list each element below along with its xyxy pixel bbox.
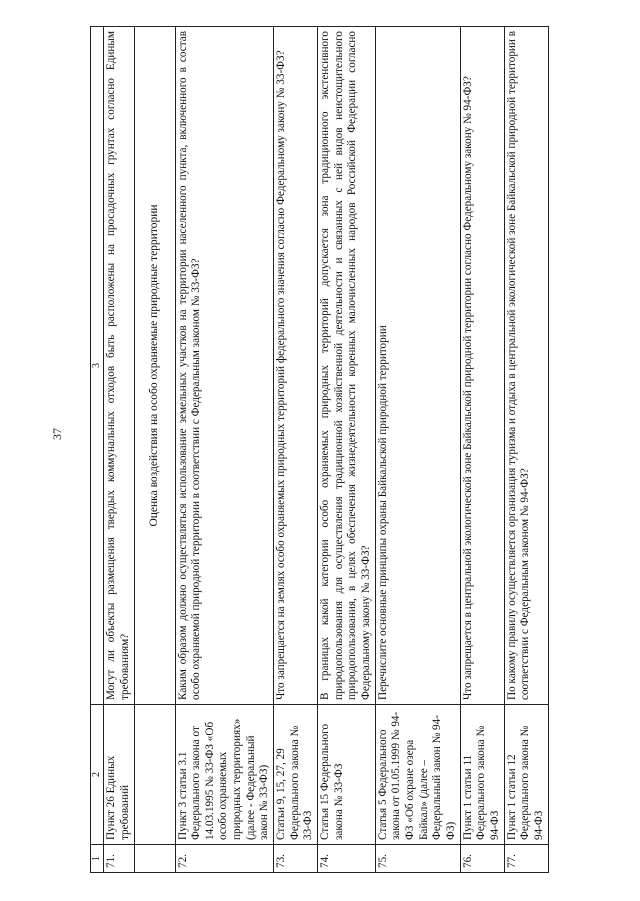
- header-col-2: 2: [91, 705, 104, 845]
- row-reference: Пункт 1 статьи 11 Федерального закона № 94-ФЗ: [460, 705, 504, 845]
- table-row: [504, 27, 548, 873]
- row-question: Что запрещается на землях особо охраняемых природных территорий федерального значения согласно Федеральному закону № 33-ФЗ?: [274, 27, 318, 705]
- row-reference: Статьи 9, 15, 27, 29 Федерального закона № 33-ФЗ: [274, 705, 318, 845]
- row-number: 72.: [175, 845, 274, 873]
- table-row: [175, 27, 274, 873]
- rotated-page-content: [90, 27, 610, 873]
- table-row: [274, 27, 318, 873]
- section-row: [134, 27, 175, 873]
- row-question: В границах какой категории особо охраняемых природных территорий допускается зона традиционного экстенсивного природопользования для осуществления традиционной хозяйственной деятельности и связанных с ней видов неистощительного природопользования, в целях обеспечения жизнедеятельности коренных малочисленных народов Российской Федерации согласно Федеральному закону № 33-ФЗ?: [318, 27, 376, 705]
- row-number: 74.: [318, 845, 376, 873]
- table-row: [375, 27, 460, 873]
- header-col-1: 1: [91, 845, 104, 873]
- row-question: По какому правилу осуществляется организация туризма и отдыха в центральной экологической зоне Байкальской природной территории в соответствии с Федеральным законом № 94-ФЗ?: [504, 27, 548, 705]
- section-empty-cell: [134, 705, 175, 845]
- row-question: Перечислите основные принципы охраны Байкальской природной территории: [375, 27, 460, 705]
- row-number: 75.: [375, 845, 460, 873]
- row-question: Что запрещается в центральной экологической зоне Байкальской природной территории согласно Федеральному закону № 94-ФЗ?: [460, 27, 504, 705]
- table-row: [460, 27, 504, 873]
- row-reference: Пункт 26 Единых требований: [104, 705, 134, 845]
- table-row: [318, 27, 376, 873]
- row-reference: Пункт 3 статьи 3.1 Федерального закона от 14.03.1995 № 33-ФЗ «Об особо охраняемых природных территориях» (далее - Федеральный закон № 33-ФЗ): [175, 705, 274, 845]
- row-reference: Пункт 1 статьи 12 Федерального закона № 94-ФЗ: [504, 705, 548, 845]
- page-number: 37: [50, 428, 64, 440]
- row-reference: Статья 15 Федерального закона № 33-ФЗ: [318, 705, 376, 845]
- row-number: 77.: [504, 845, 548, 873]
- row-number: 73.: [274, 845, 318, 873]
- table-row: [104, 27, 134, 873]
- questions-table: [90, 26, 549, 873]
- section-title: Оценка воздействия на особо охраняемые природные территории: [134, 27, 175, 705]
- row-question: Каким образом должно осуществляться использование земельных участков на территории населенного пункта, включенного в состав особо охраняемой природной территории в соответствии с Федеральным законом № 33-ФЗ?: [175, 27, 274, 705]
- row-question: Могут ли объекты размещения твердых коммунальных отходов быть расположены на просадочных грунтах согласно Единым требованиям?: [104, 27, 134, 705]
- section-empty-cell: [134, 845, 175, 873]
- row-reference: Статья 5 Федерального закона от 01.05.1999 № 94-ФЗ «Об охране озера Байкал» (далее – Федеральный закон № 94-ФЗ): [375, 705, 460, 845]
- header-col-3: 3: [91, 27, 104, 705]
- row-number: 76.: [460, 845, 504, 873]
- table-header-row: [91, 27, 104, 873]
- row-number: 71.: [104, 845, 134, 873]
